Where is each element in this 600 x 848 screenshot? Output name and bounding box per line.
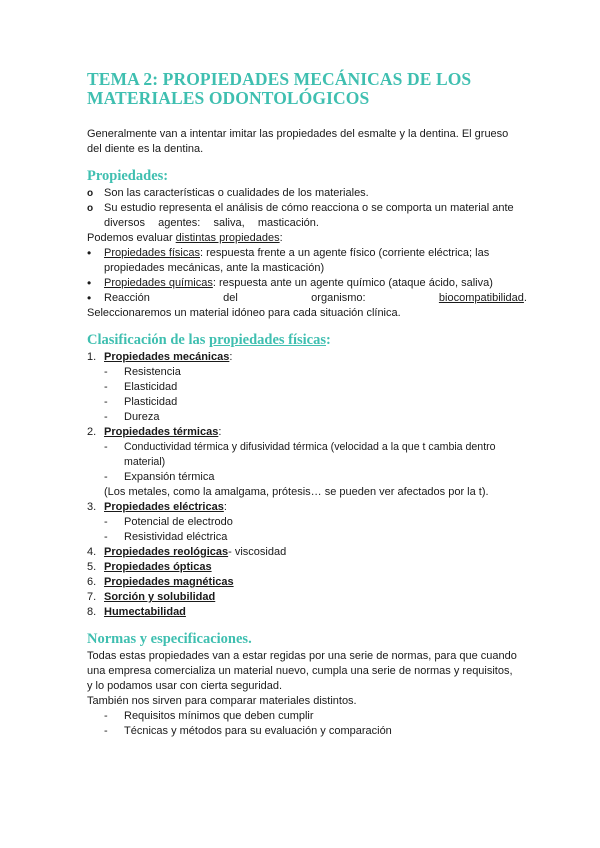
fisicas-text: : respuesta frente a un agente físico (corriente eléctrica; las <box>200 247 490 259</box>
reaccion-line <box>104 291 527 306</box>
bullet-dot-icon: • <box>87 276 92 290</box>
normas-paragraph <box>87 649 527 709</box>
sub-item-text: Conductividad térmica y difusividad térmica (velocidad a la que t cambia dentro material) <box>124 441 496 468</box>
evaluar-line <box>87 231 527 246</box>
item-label: Propiedades eléctricas <box>104 501 224 513</box>
sub-item-text: Elasticidad <box>124 381 178 393</box>
fisicas-label: Propiedades físicas <box>104 247 200 259</box>
list-item <box>87 246 527 276</box>
biocompatibilidad-wrap <box>439 291 527 306</box>
item-suffix: : <box>229 351 233 363</box>
sub-item <box>87 709 527 724</box>
list-item <box>87 186 527 201</box>
dash-icon: - <box>104 411 108 423</box>
item-text <box>104 545 527 560</box>
numbered-item <box>87 560 527 575</box>
item-label: Propiedades reológicas <box>104 546 229 558</box>
word: del <box>223 292 238 304</box>
sub-item-text: Requisitos mínimos que deben cumplir <box>124 710 314 722</box>
dash-icon: - <box>104 710 108 722</box>
numbered-item <box>87 590 527 605</box>
item-number: 2. <box>87 426 97 438</box>
normas-heading: Normas y especificaciones. <box>87 631 252 647</box>
sub-item <box>87 515 527 530</box>
bullet-o-icon: o <box>87 188 94 199</box>
intro-line-2: del diente es la dentina. <box>87 143 204 155</box>
word: organismo: <box>311 292 366 304</box>
item-label: Sorción y solubilidad <box>104 591 216 603</box>
item-suffix: : <box>218 426 222 438</box>
quimicas-label: Propiedades químicas <box>104 277 213 289</box>
document-content <box>87 70 527 739</box>
word: agentes: <box>158 217 201 229</box>
sub-item-text: Resistencia <box>124 366 181 378</box>
dash-icon: - <box>104 396 108 408</box>
sub-item-text: Dureza <box>124 411 160 423</box>
item-label: Propiedades térmicas <box>104 426 219 438</box>
bullet-text: Son las características o cualidades de los materiales. <box>104 187 369 199</box>
item-label: Propiedades ópticas <box>104 561 212 573</box>
sub-item-text: Expansión térmica <box>124 471 215 483</box>
fisicas-line-2: propiedades mecánicas, ante la masticación) <box>104 262 325 274</box>
item-number: 6. <box>87 576 97 588</box>
sub-item <box>87 380 527 395</box>
bullet-line-1: Su estudio representa el análisis de cómo reacciona o se comporta un material ante <box>104 202 514 214</box>
bullet-o-icon: o <box>87 203 94 214</box>
word: masticación. <box>257 217 319 229</box>
normas-line-4: También nos sirven para comparar materiales distintos. <box>87 695 357 707</box>
period: . <box>523 292 527 304</box>
dash-icon: - <box>104 381 108 393</box>
word: saliva, <box>213 217 245 229</box>
item-number: 7. <box>87 591 97 603</box>
biocompatibilidad-link: biocompatibilidad <box>438 292 524 304</box>
item-label: Propiedades mecánicas <box>104 351 230 363</box>
bullet-dot-icon: • <box>87 291 92 305</box>
item-number: 3. <box>87 501 97 513</box>
item-suffix: - viscosidad <box>228 546 287 558</box>
item-suffix: : <box>223 501 227 513</box>
intro-paragraph <box>87 127 527 157</box>
heading-suffix: : <box>326 332 331 348</box>
page-title <box>87 70 527 108</box>
normas-line-2: una empresa comercializa un material nuevo, cumpla una serie de normas y requisitos, <box>87 665 513 677</box>
item-text <box>104 425 527 440</box>
dash-icon: - <box>104 725 108 737</box>
note-line <box>87 485 527 500</box>
item-label: Humectabilidad <box>104 606 186 618</box>
bullet-text <box>104 201 527 231</box>
sub-item-text: Potencial de electrodo <box>124 516 233 528</box>
sub-item <box>87 410 527 425</box>
numbered-item <box>87 425 527 440</box>
sub-item <box>87 395 527 410</box>
item-number: 5. <box>87 561 97 573</box>
propiedades-fisicas-link: propiedades físicas <box>209 332 327 348</box>
item-number: 1. <box>87 351 97 363</box>
evaluar-prefix: Podemos evaluar <box>87 232 176 244</box>
sub-item <box>87 530 527 545</box>
sub-item <box>87 724 527 739</box>
quimicas-text: : respuesta ante un agente químico (ataque ácido, saliva) <box>212 277 493 289</box>
distintas-propiedades-link: distintas propiedades <box>175 232 280 244</box>
bullet-text <box>104 276 527 291</box>
bullet-line-2 <box>104 216 319 231</box>
title-line-1: TEMA 2: PROPIEDADES MECÁNICAS DE LOS <box>87 69 472 89</box>
numbered-item <box>87 545 527 560</box>
word: diversos <box>104 217 145 229</box>
item-label: Propiedades magnéticas <box>104 576 234 588</box>
sub-item <box>87 365 527 380</box>
normas-line-1: Todas estas propiedades van a estar regidas por una serie de normas, para que cuando <box>87 650 517 662</box>
numbered-item <box>87 575 527 590</box>
item-number: 8. <box>87 606 97 618</box>
seleccion-line: Seleccionaremos un material idóneo para cada situación clínica. <box>87 307 401 319</box>
normas-line-3: y lo podamos usar con cierta seguridad. <box>87 680 283 692</box>
list-item <box>87 201 527 231</box>
item-text <box>104 350 527 365</box>
item-text <box>104 500 527 515</box>
sub-item-text: Técnicas y métodos para su evaluación y comparación <box>124 725 392 737</box>
word: Reacción <box>104 292 150 304</box>
list-item <box>87 291 527 306</box>
dash-icon: - <box>104 471 108 483</box>
dash-icon: - <box>104 516 108 528</box>
dash-icon: - <box>104 441 108 453</box>
numbered-item <box>87 350 527 365</box>
heading-prefix: Clasificación de las <box>87 332 210 348</box>
sub-item-text: Resistividad eléctrica <box>124 531 228 543</box>
sub-item-text: Plasticidad <box>124 396 178 408</box>
list-item <box>87 276 527 291</box>
numbered-item <box>87 605 527 620</box>
bullet-dot-icon: • <box>87 246 92 260</box>
note-text: (Los metales, como la amalgama, prótesis… se pueden ver afectados por la t). <box>104 486 489 498</box>
sub-item <box>87 470 527 485</box>
dash-icon: - <box>104 531 108 543</box>
propiedades-heading: Propiedades: <box>87 168 169 184</box>
bullet-text <box>104 246 527 276</box>
numbered-item <box>87 500 527 515</box>
clasificacion-heading <box>87 332 527 349</box>
intro-line-1: Generalmente van a intentar imitar las propiedades del esmalte y la dentina. El grueso <box>87 128 509 140</box>
dash-icon: - <box>104 366 108 378</box>
evaluar-suffix: : <box>279 232 283 244</box>
item-number: 4. <box>87 546 97 558</box>
title-line-2: MATERIALES ODONTOLÓGICOS <box>87 88 370 108</box>
sub-item <box>87 440 527 470</box>
